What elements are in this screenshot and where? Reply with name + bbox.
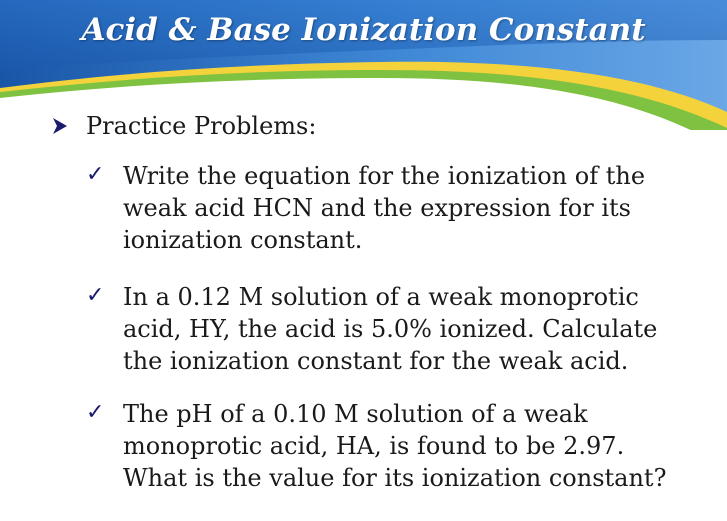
slide-title: Acid & Base Ionization Constant [81, 12, 646, 48]
checkmark-icon: ✓ [86, 283, 105, 308]
problem-item-2 [86, 281, 706, 377]
problem-text-1: Write the equation for the ionization of the weak acid HCN and the expression for its ionization constant. [123, 162, 646, 254]
problem-text-2: In a 0.12 M solution of a weak monoprotic acid, HY, the acid is 5.0% ionized. Calculate the ionization constant for the weak acid. [123, 283, 658, 375]
problem-text-3: The pH of a 0.10 M solution of a weak monoprotic acid, HA, is found to be 2.97. What is the value for its ionization constant? [123, 400, 667, 492]
problem-item-1 [86, 160, 706, 256]
problem-item-3 [86, 398, 706, 494]
section-heading: Practice Problems: [86, 112, 317, 140]
checkmark-icon: ✓ [86, 400, 105, 425]
checkmark-icon: ✓ [86, 162, 105, 187]
arrow-bullet-icon [50, 116, 70, 136]
section-heading-row [50, 108, 316, 144]
